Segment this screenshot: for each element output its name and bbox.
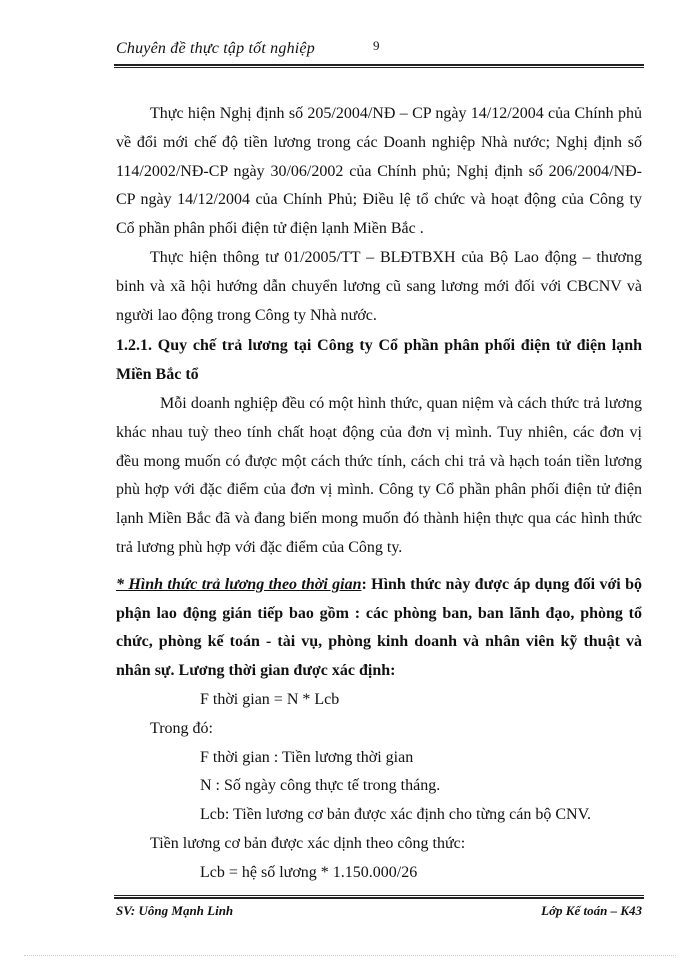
- header-rule: [114, 64, 644, 68]
- paragraph-decree: Thực hiện Nghị định số 205/2004/NĐ – CP ngày 14/12/2004 của Chính phủ về đổi mới chế độ tiền lương trong các Doanh nghiệp Nhà nước; Nghị định số 114/2002/NĐ-CP ngày 30/06/2002 của Chính phủ; Nghị định số 206/2004/NĐ-CP ngày 14/12/2004 của Chính Phủ; Điều lệ tổ chức và hoạt động của Công ty Cổ phần phân phối điện tử điện lạnh Miền Bắc .: [116, 105, 642, 238]
- page-edge: [24, 955, 676, 956]
- time-based-pay-lead: * Hình thức trả lương theo thời gian: [116, 575, 362, 593]
- definition-n: N : Số ngày công thực tế trong tháng.: [200, 777, 441, 795]
- formula-base-salary: Lcb = hệ số lương * 1.150.000/26: [200, 863, 418, 881]
- footer-student: SV: Uông Mạnh Linh: [116, 903, 234, 918]
- where-label: Trong đó:: [150, 719, 213, 737]
- base-salary-intro: Tiền lương cơ bản được xác dịnh theo công thức:: [150, 834, 466, 852]
- paragraph-intro: Mỗi doanh nghiệp đều có một hình thức, quan niệm và cách thức trả lương khác nhau tuỳ theo tính chất hoạt động của đơn vị mình. Tuy nhiên, các đơn vị đều mong muốn có được một cách thức tính, cách chi trả và hạch toán tiền lương phù hợp với đặc điểm của đơn vị mình. Công ty Cổ phần phân phối điện tử điện lạnh Miền Bắc đã và đang biến mong muốn đó thành hiện thực qua các hình thức trả lương phù hợp với đặc điểm của Công ty.: [116, 394, 642, 556]
- paragraph-time-based-pay: [116, 571, 642, 686]
- definition-f: F thời gian : Tiền lương thời gian: [200, 748, 414, 766]
- footer-rule: [114, 895, 644, 899]
- spacer: [116, 563, 642, 571]
- document-body: [116, 100, 642, 888]
- formula-time-pay: F thời gian = N * Lcb: [200, 690, 340, 708]
- definition-lcb: Lcb: Tiền lương cơ bản được xác định cho từng cán bộ CNV.: [200, 806, 592, 824]
- section-heading: 1.2.1. Quy chế trả lương tại Công ty Cổ phần phân phối điện tử điện lạnh Miền Bắc tổ: [116, 337, 642, 384]
- footer-class: Lớp Kế toán – K43: [541, 903, 642, 918]
- header-title: Chuyên đề thực tập tốt nghiệp: [116, 40, 315, 57]
- paragraph-circular: Thực hiện thông tư 01/2005/TT – BLĐTBXH của Bộ Lao động – thương binh và xã hội hướng dẫn chuyển lương cũ sang lương mới đối với CBCNV và người lao động trong Công ty Nhà nước.: [116, 248, 642, 324]
- page-number: 9: [373, 38, 380, 53]
- time-based-pay-text: : Hình thức này được áp dụng đối với bộ phận lao động gián tiếp bao gồm : các phòng ban, ban lãnh đạo, phòng tổ chức, phòng kế toán - tài vụ, phòng kinh doanh và nhân viên kỹ thuật và nhân sự. Lương thời gian được xác định:: [116, 575, 642, 680]
